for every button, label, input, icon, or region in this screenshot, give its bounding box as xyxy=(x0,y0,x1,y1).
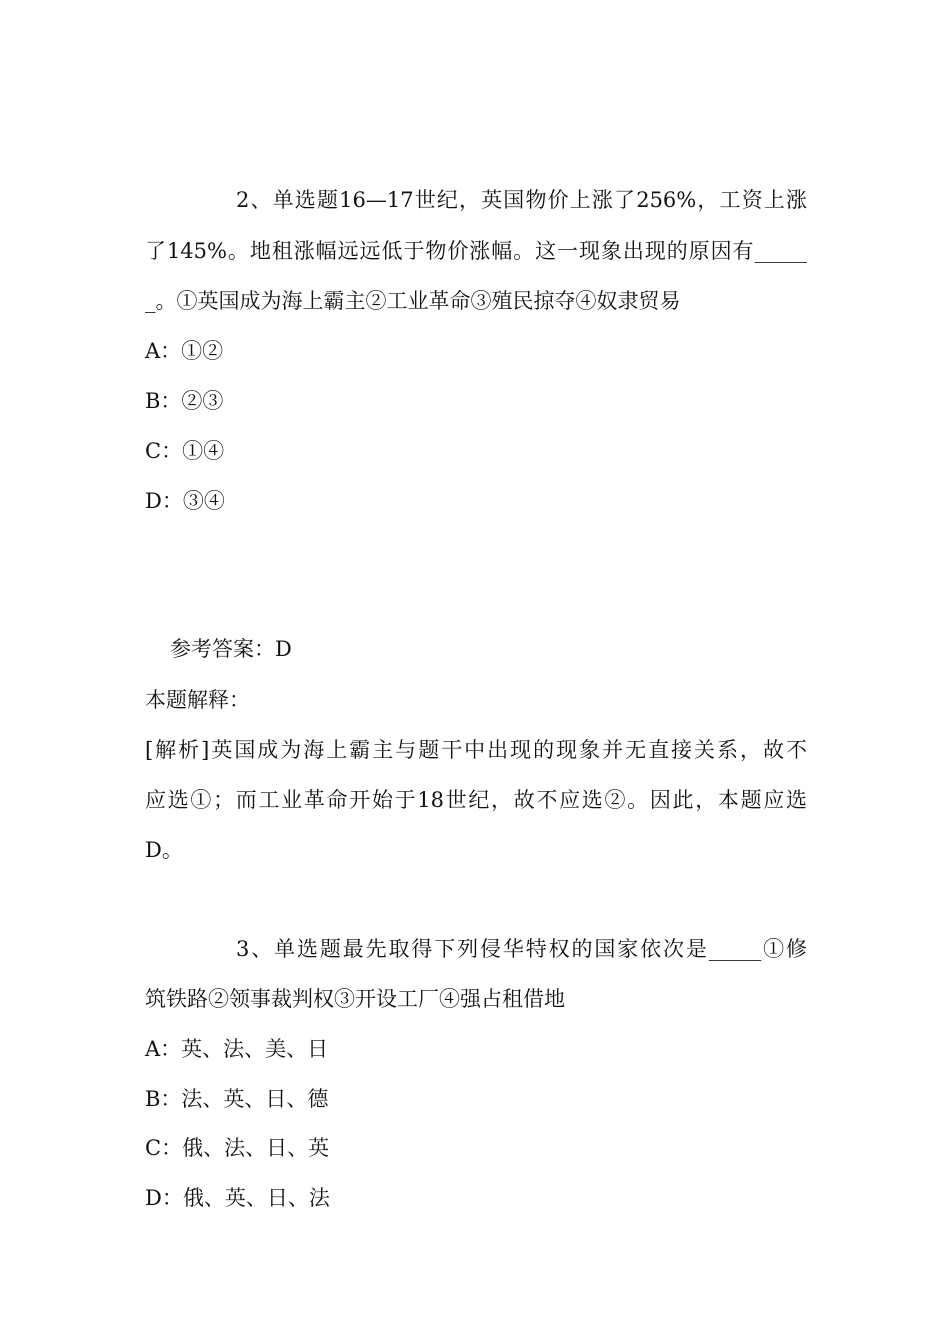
question-3-option-d: D：俄、英、日、法 xyxy=(145,1186,330,1210)
question-3-option-a: A：英、法、美、日 xyxy=(145,1037,329,1061)
question-2-line-3: _。①英国成为海上霸主②工业革命③殖民掠夺④奴隶贸易 xyxy=(145,289,681,313)
question-2-line-1: 2、单选题16—17世纪，英国物价上涨了256%，工资上涨 xyxy=(236,188,807,212)
explanation-title: 本题解释： xyxy=(145,688,250,712)
question-3-option-c: C：俄、法、日、英 xyxy=(145,1136,330,1160)
question-2-option-d: D：③④ xyxy=(145,489,225,513)
explanation-line-3: D。 xyxy=(145,838,183,862)
explanation-line-2: 应选①；而工业革命开始于18世纪，故不应选②。因此，本题应选 xyxy=(145,788,807,812)
question-2-option-c: C：①④ xyxy=(145,439,225,463)
reference-answer: 参考答案：D xyxy=(170,637,292,661)
question-3-line-2: 筑铁路②领事裁判权③开设工厂④强占租借地 xyxy=(145,987,565,1011)
question-2-option-a: A：①② xyxy=(145,339,224,363)
question-2-line-2: 了145%。地租涨幅远远低于物价涨幅。这一现象出现的原因有_____ xyxy=(145,239,807,263)
explanation-line-1: [解析]英国成为海上霸主与题干中出现的现象并无直接关系，故不 xyxy=(145,738,807,762)
question-2-option-b: B：②③ xyxy=(145,389,224,413)
question-3-line-1: 3、单选题最先取得下列侵华特权的国家依次是_____①修 xyxy=(236,937,807,961)
question-3-option-b: B：法、英、日、德 xyxy=(145,1087,329,1111)
